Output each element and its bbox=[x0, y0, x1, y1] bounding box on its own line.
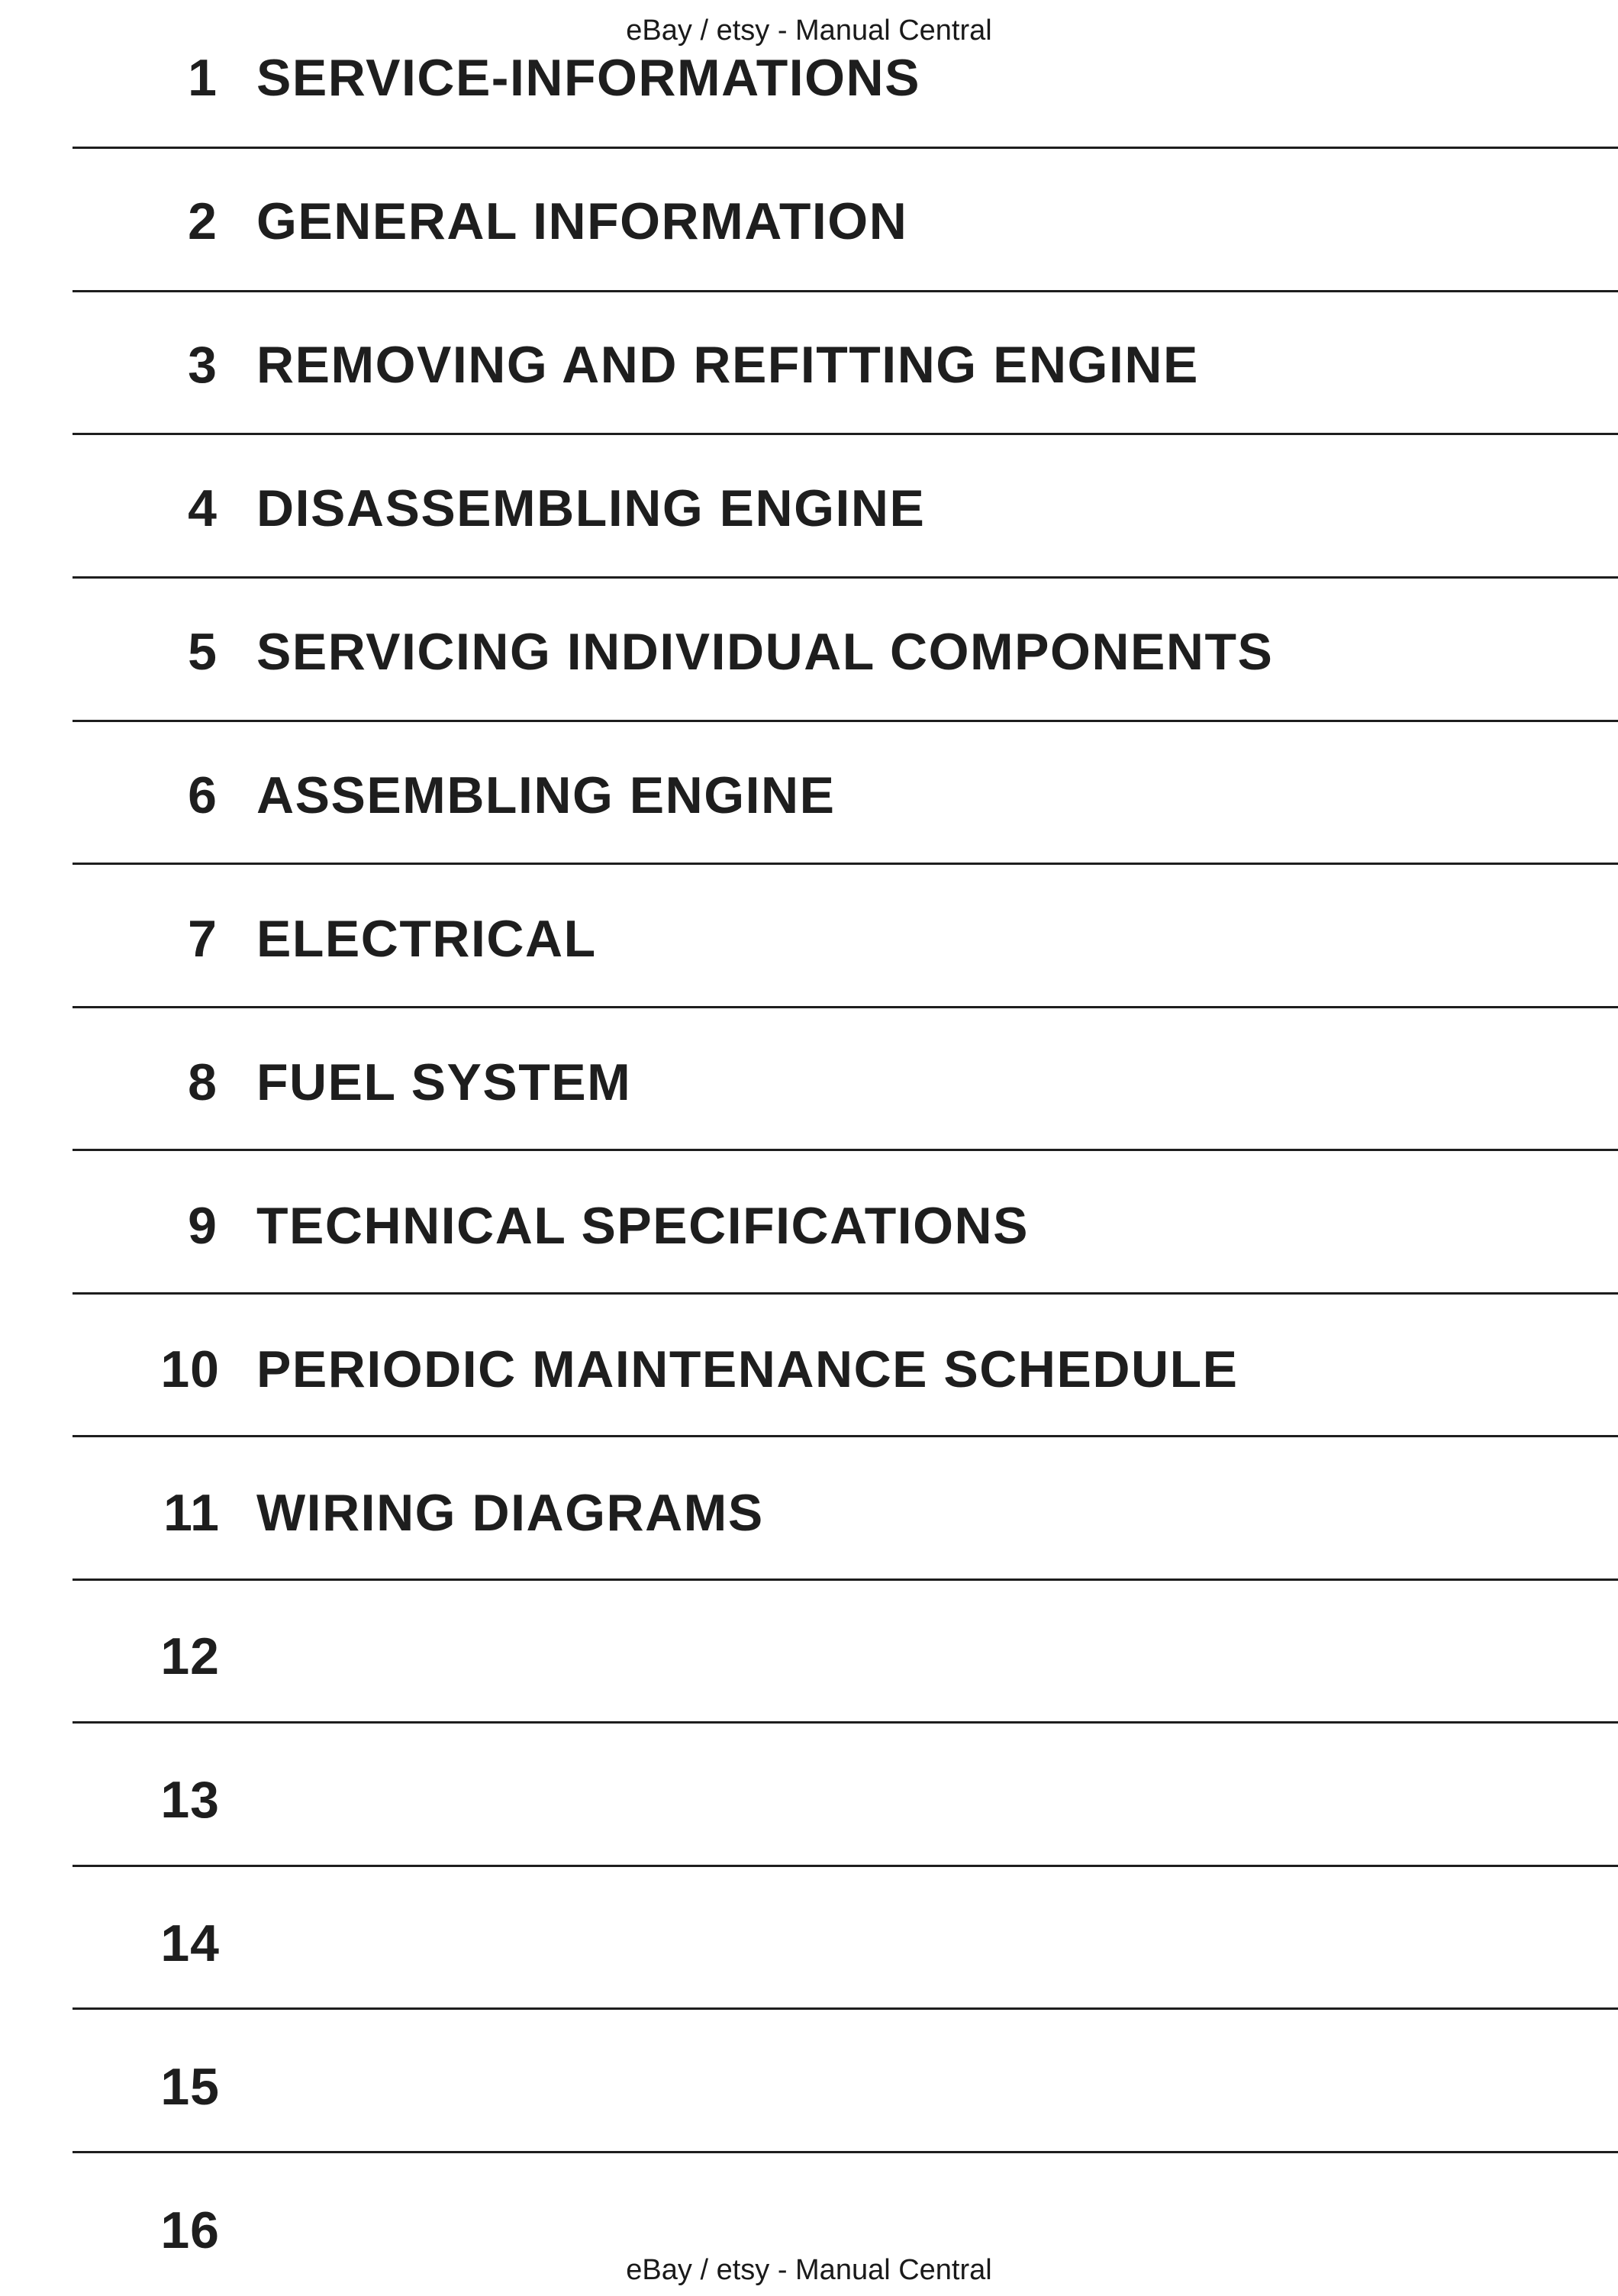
toc-entry-14[interactable] bbox=[0, 1866, 1618, 2009]
section-number: 8 bbox=[188, 1053, 218, 1111]
toc-entry-8[interactable] bbox=[0, 1004, 1618, 1148]
section-title: TECHNICAL SPECIFICATIONS bbox=[256, 1197, 1029, 1255]
section-title: GENERAL INFORMATION bbox=[256, 192, 908, 250]
toc-entry-6[interactable] bbox=[0, 718, 1618, 861]
section-number: 1 bbox=[188, 49, 218, 107]
section-number: 7 bbox=[188, 910, 218, 968]
toc-entry-15[interactable] bbox=[0, 2009, 1618, 2152]
section-number: 5 bbox=[188, 623, 218, 681]
section-title: SERVICE-INFORMATIONS bbox=[256, 49, 920, 107]
section-number: 9 bbox=[188, 1197, 218, 1255]
toc-entry-3[interactable] bbox=[0, 287, 1618, 430]
section-title: PERIODIC MAINTENANCE SCHEDULE bbox=[256, 1340, 1239, 1398]
section-number: 6 bbox=[188, 766, 218, 824]
section-title: SERVICING INDIVIDUAL COMPONENTS bbox=[256, 623, 1274, 681]
section-title: WIRING DIAGRAMS bbox=[256, 1484, 764, 1542]
section-number: 16 bbox=[160, 2201, 220, 2259]
toc-entry-4[interactable] bbox=[0, 430, 1618, 574]
toc-entry-12[interactable] bbox=[0, 1578, 1618, 1722]
toc-entry-10[interactable] bbox=[0, 1292, 1618, 1435]
watermark-bottom: eBay / etsy - Manual Central bbox=[626, 2254, 992, 2286]
section-number: 14 bbox=[160, 1914, 220, 1972]
section-title: ASSEMBLING ENGINE bbox=[256, 766, 836, 824]
toc-entry-9[interactable] bbox=[0, 1148, 1618, 1292]
section-number: 13 bbox=[160, 1771, 220, 1829]
watermark-top: eBay / etsy - Manual Central bbox=[626, 15, 992, 47]
section-number: 12 bbox=[160, 1627, 220, 1685]
section-number: 15 bbox=[160, 2058, 220, 2116]
section-number: 3 bbox=[188, 336, 218, 394]
section-title: FUEL SYSTEM bbox=[256, 1053, 632, 1111]
section-title: DISASSEMBLING ENGINE bbox=[256, 479, 926, 537]
toc-entry-2[interactable] bbox=[0, 144, 1618, 287]
section-number: 4 bbox=[188, 479, 218, 537]
toc-entry-5[interactable] bbox=[0, 574, 1618, 718]
toc-entry-11[interactable] bbox=[0, 1435, 1618, 1578]
section-title: REMOVING AND REFITTING ENGINE bbox=[256, 336, 1199, 394]
section-number: 2 bbox=[188, 192, 218, 250]
section-number: 10 bbox=[160, 1340, 220, 1398]
section-number: 11 bbox=[163, 1484, 220, 1542]
toc-entry-13[interactable] bbox=[0, 1722, 1618, 1866]
toc-entry-7[interactable] bbox=[0, 861, 1618, 1004]
toc-entry-1[interactable] bbox=[0, 0, 1618, 144]
section-title: ELECTRICAL bbox=[256, 910, 597, 968]
